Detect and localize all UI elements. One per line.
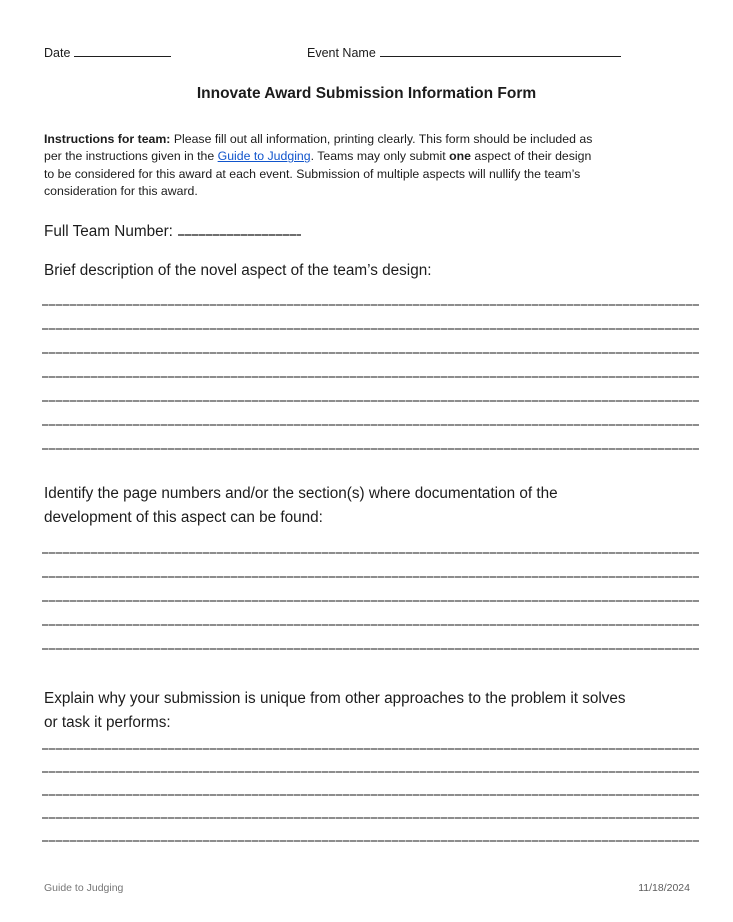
team-number-blank[interactable] [178,221,301,236]
answer-line[interactable] [42,600,699,602]
event-name-label: Event Name [307,46,376,60]
instructions-line-4: consideration for this award. [44,184,198,199]
section-1-answer-lines [42,304,699,472]
event-name-blank[interactable] [380,44,621,57]
answer-line[interactable] [42,771,699,773]
guide-to-judging-link[interactable]: Guide to Judging [217,149,311,164]
answer-line[interactable] [42,624,699,626]
instructions-paragraph [44,131,592,201]
section-3-answer-lines [42,748,699,863]
team-number-field-row [44,221,301,241]
instructions-line-2: per the instructions given in the Guide to Judging. Teams may only submit one aspect of their design [44,149,592,164]
team-number-label: Full Team Number: [44,223,173,240]
answer-line[interactable] [42,552,699,554]
answer-line[interactable] [42,304,699,306]
answer-line[interactable] [42,400,699,402]
footer-date: 11/18/2024 [638,882,690,894]
answer-line[interactable] [42,328,699,330]
answer-line[interactable] [42,424,699,426]
instructions-line-1: Instructions for team: Please fill out all information, printing clearly. This form should be included as [44,132,593,146]
answer-line[interactable] [42,794,699,796]
section-2-answer-lines [42,552,699,672]
section-3-prompt: Explain why your submission is unique from other approaches to the problem it solves or task it performs: [44,690,626,731]
date-field-row [44,44,171,60]
section-1-prompt: Brief description of the novel aspect of the team’s design: [44,262,432,279]
answer-line[interactable] [42,448,699,450]
date-label: Date [44,46,71,60]
page-title: Innovate Award Submission Information Form [196,85,537,102]
event-name-field-row [307,44,621,60]
instructions-line-3: to be considered for this award at each event. Submission of multiple aspects will nullify the team’s [44,166,581,181]
instructions-bold-one: one [449,149,471,164]
date-blank[interactable] [74,44,171,57]
answer-line[interactable] [42,840,699,842]
answer-line[interactable] [42,576,699,578]
answer-line[interactable] [42,748,699,750]
instructions-lead-bold: Instructions for team: [44,132,171,146]
answer-line[interactable] [42,648,699,650]
answer-line[interactable] [42,817,699,819]
answer-line[interactable] [42,352,699,354]
footer-doc-name: Guide to Judging [44,882,124,894]
section-2-prompt: Identify the page numbers and/or the section(s) where documentation of the development of this aspect can be found: [44,485,558,526]
answer-line[interactable] [42,376,699,378]
